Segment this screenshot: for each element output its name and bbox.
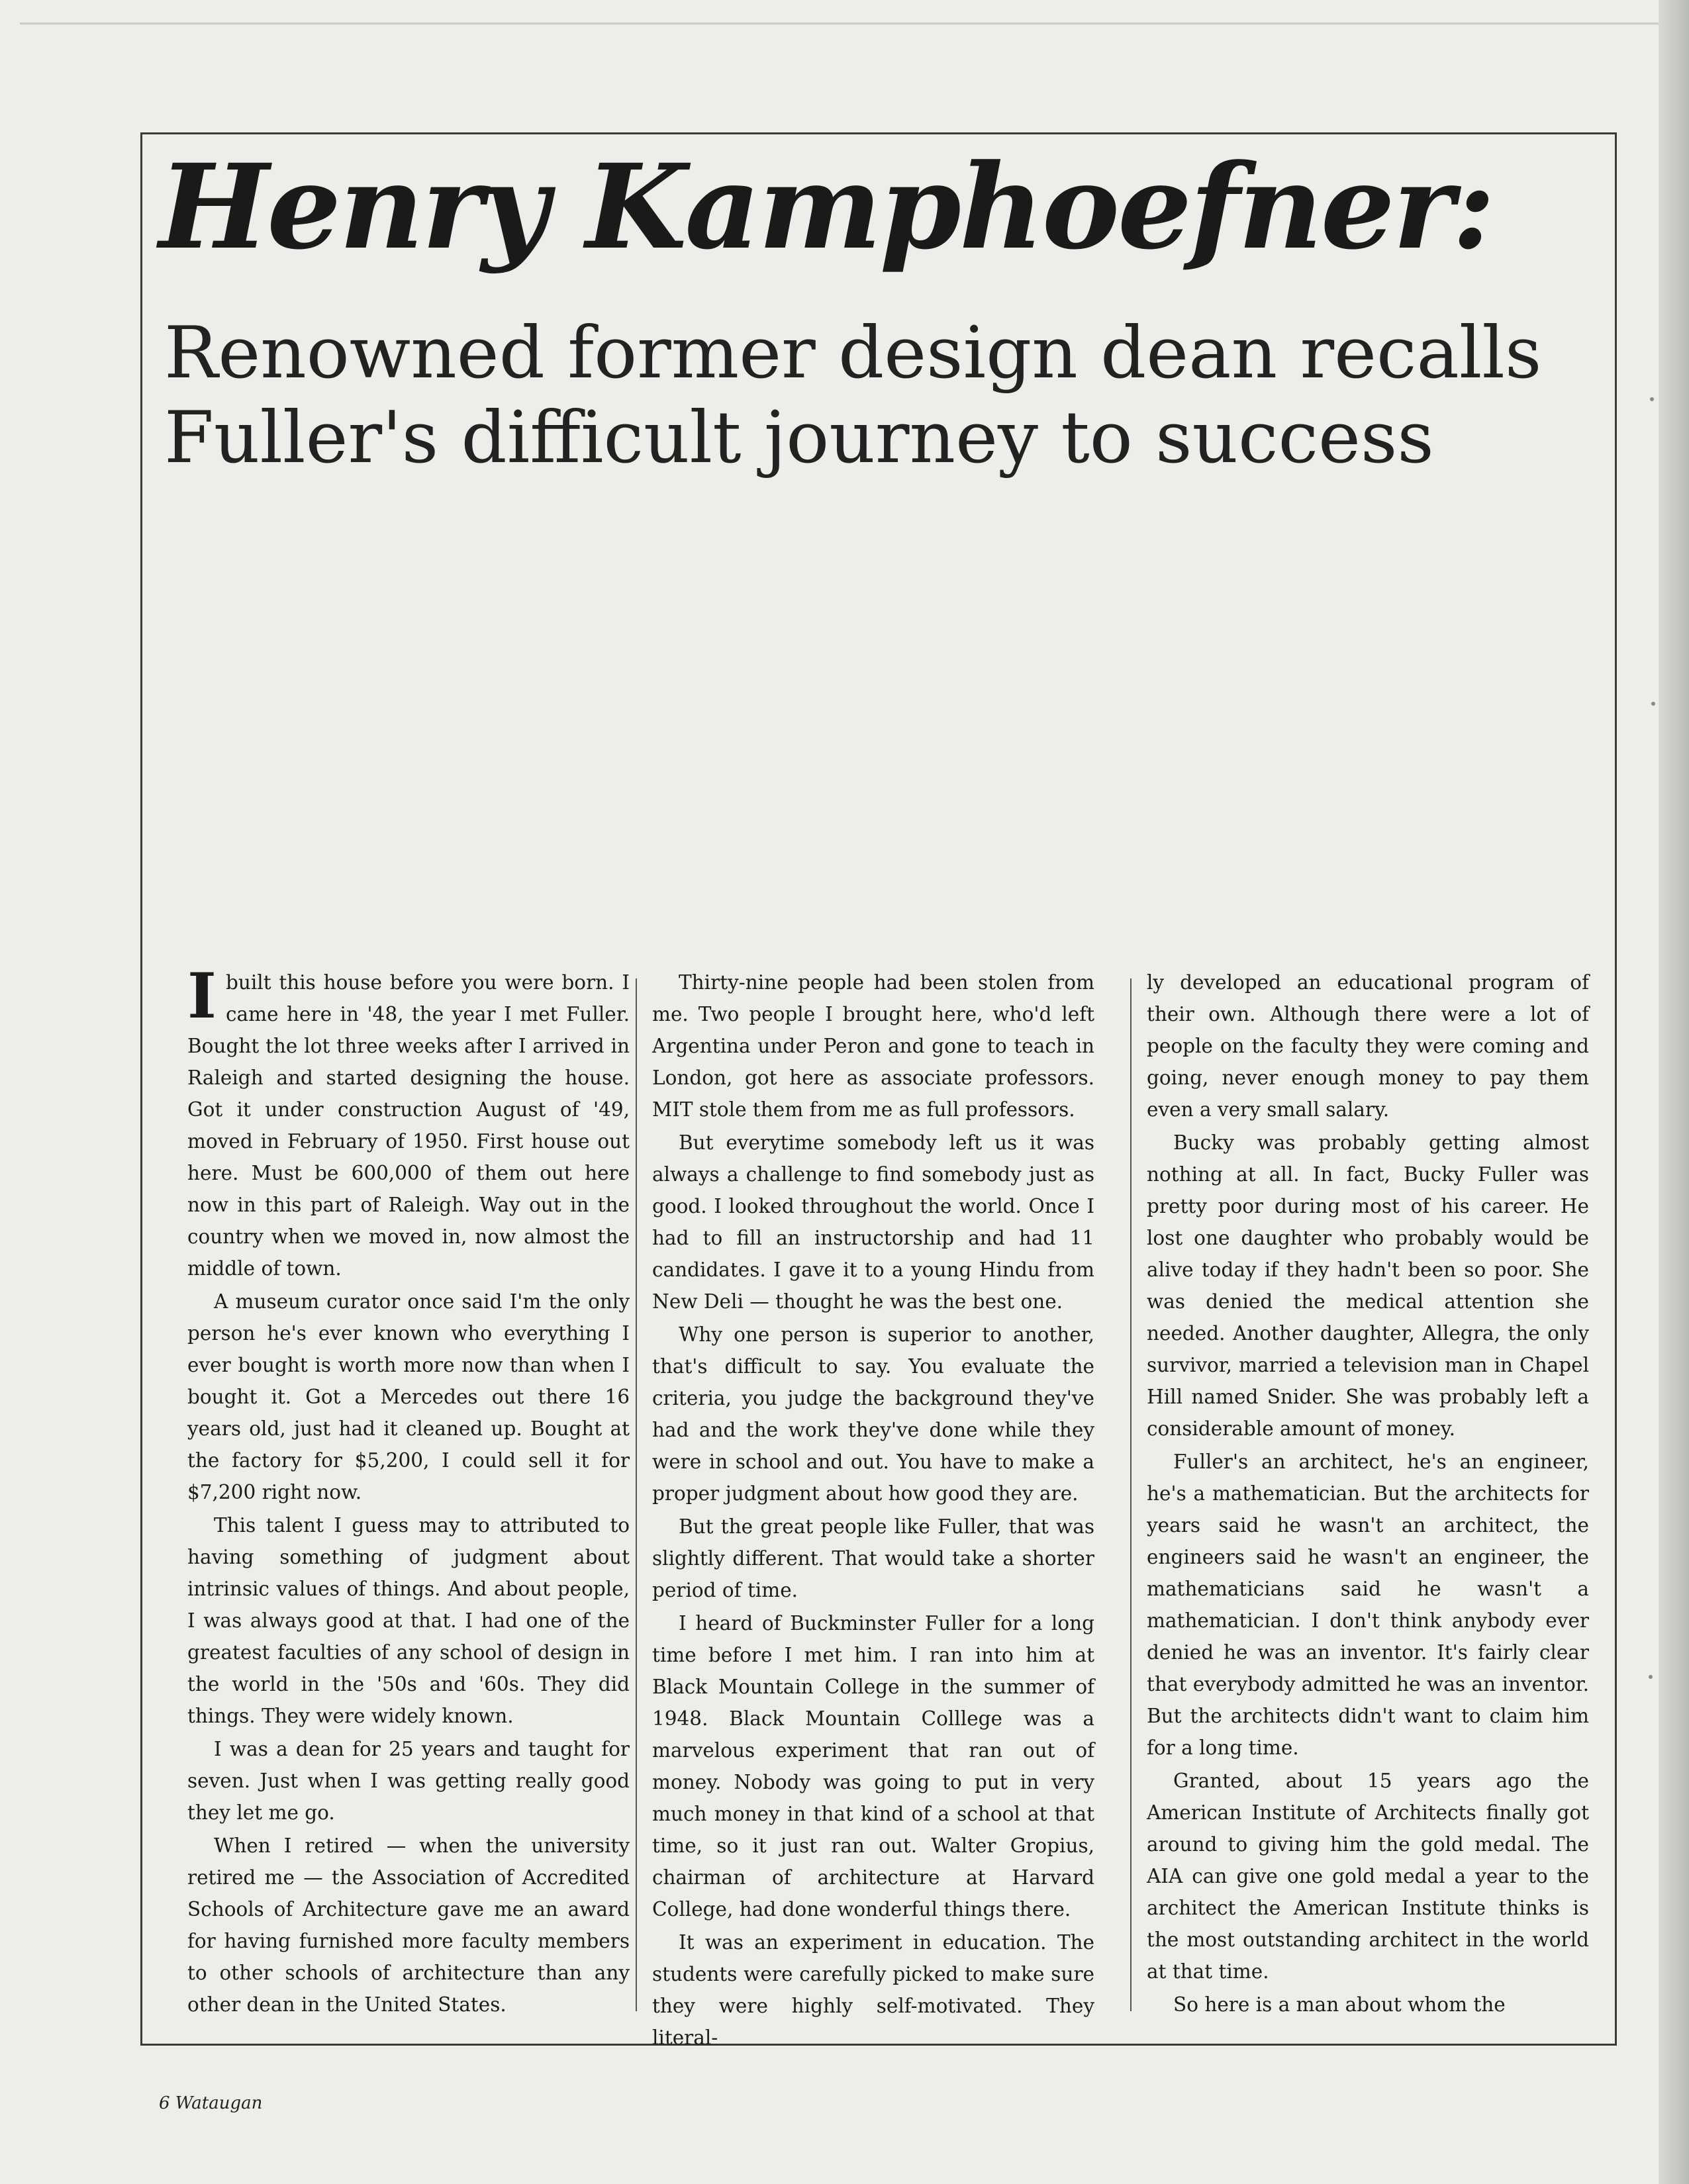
paragraph: But everytime somebody left us it was always a challenge to find somebody just as good. I looked throughout the world. Once I had to fill an instructorship and had 11 candidates. I gave it to a young Hindu from New Deli — thought he was the best one. <box>652 1131 1094 1313</box>
paragraph: I was a dean for 25 years and taught for seven. Just when I was getting really good they let me go. <box>187 1738 630 1824</box>
paragraph: Fuller's an architect, he's an engineer, he's a mathematician. But the architects for years said he wasn't an architect, the engineers said he wasn't an engineer, the mathematicians said he wasn't a mathematician. I don't think anybody ever denied he was an inventor. It's fairly clear that everybody admitted he was an inventor. But the architects didn't want to claim him for a long time. <box>1147 1450 1589 1759</box>
scan-speck <box>1649 1675 1653 1679</box>
drop-cap: I <box>187 960 217 1033</box>
paragraph: Granted, about 15 years ago the American Institute of Architects finally got around to giving him the gold medal. The AIA can give one gold medal a year to the architect the American Institute thinks is the most outstanding architect in the world at that time. <box>1147 1770 1589 1983</box>
paragraph: So here is a man about whom the <box>1173 1993 1506 2016</box>
page-top-edge-line <box>20 23 1662 24</box>
article-title: Henry Kamphoefner: <box>159 138 1494 275</box>
page-binding-edge <box>1659 0 1689 2184</box>
scan-speck <box>1651 702 1655 706</box>
article-column-3 <box>1147 967 1589 2026</box>
paragraph: I heard of Buckminster Fuller for a long time before I met him. I ran into him at Black Mountain College in the summer of 1948. Black Mountain Colllege was a marvelous experiment that ran out of money. Nobody was going to put in very much money in that kind of a school at that time, so it just ran out. Walter Gropius, chairman of architecture at Harvard College, had done wonderful things there. <box>652 1612 1094 1921</box>
paragraph: I built this house before you were born. I came here in '48, the year I met Fuller. Bought the lot three weeks after I arrived in Raleigh and started designing the house. Got it under construction August of '49, moved in February of 1950. First house out here. Must be 600,000 of them out here now in this part of Raleigh. Way out in the country when we moved in, now almost the middle of town. <box>187 960 630 1280</box>
paragraph: Bucky was probably getting almost nothing at all. In fact, Bucky Fuller was pretty poor during most of his career. He lost one daughter who probably would be alive today if they hadn't been so poor. She was denied the medical attention she needed. Another daughter, Allegra, the only survivor, married a television man in Chapel Hill named Snider. She was probably left a considerable amount of money. <box>1147 1131 1589 1440</box>
article-column-2 <box>652 967 1094 2049</box>
column-divider <box>636 978 637 2011</box>
paragraph: But the great people like Fuller, that was slightly different. That would take a shorter period of time. <box>652 1515 1094 1601</box>
paragraph: ly developed an educational program of their own. Although there were a lot of people on the faculty they were coming and going, never enough money to pay them even a very small salary. <box>1147 971 1589 1121</box>
paragraph: Why one person is superior to another, that's difficult to say. You evaluate the criteria, you judge the background they've had and the work they've done while they were in school and out. You have to make a proper judgment about how good they are. <box>652 1323 1094 1505</box>
page-footer: 6 Wataugan <box>159 2093 263 2113</box>
paragraph: This talent I guess may to attributed to having something of judgment about intrinsic values of things. And about people, I was always good at that. I had one of the greatest faculties of any school of design in the world in the '50s and '60s. They did things. They were widely known. <box>187 1514 630 1727</box>
paragraph: Thirty-nine people had been stolen from me. Two people I brought here, who'd left Argentina under Peron and gone to teach in London, got here as associate professors. MIT stole them from me as full professors. <box>652 971 1094 1121</box>
paragraph: When I retired — when the university retired me — the Association of Accredited Schools of Architecture gave me an award for having furnished more faculty members to other schools of architecture than any other dean in the United States. <box>187 1834 630 2016</box>
paragraph: It was an experiment in education. The students were carefully picked to make sure they were highly self-motivated. They literal- <box>652 1931 1094 2049</box>
column-divider <box>1130 978 1132 2011</box>
scan-speck <box>1650 397 1654 401</box>
article-subtitle: Renowned former design dean recalls Fuller's difficult journey to success <box>164 312 1542 479</box>
article-column-1 <box>187 960 630 2026</box>
paragraph: A museum curator once said I'm the only person he's ever known who everything I ever bought is worth more now than when I bought it. Got a Mercedes out there 16 years old, just had it cleaned up. Bought at the factory for $5,200, I could sell it for $7,200 right now. <box>187 1290 630 1503</box>
